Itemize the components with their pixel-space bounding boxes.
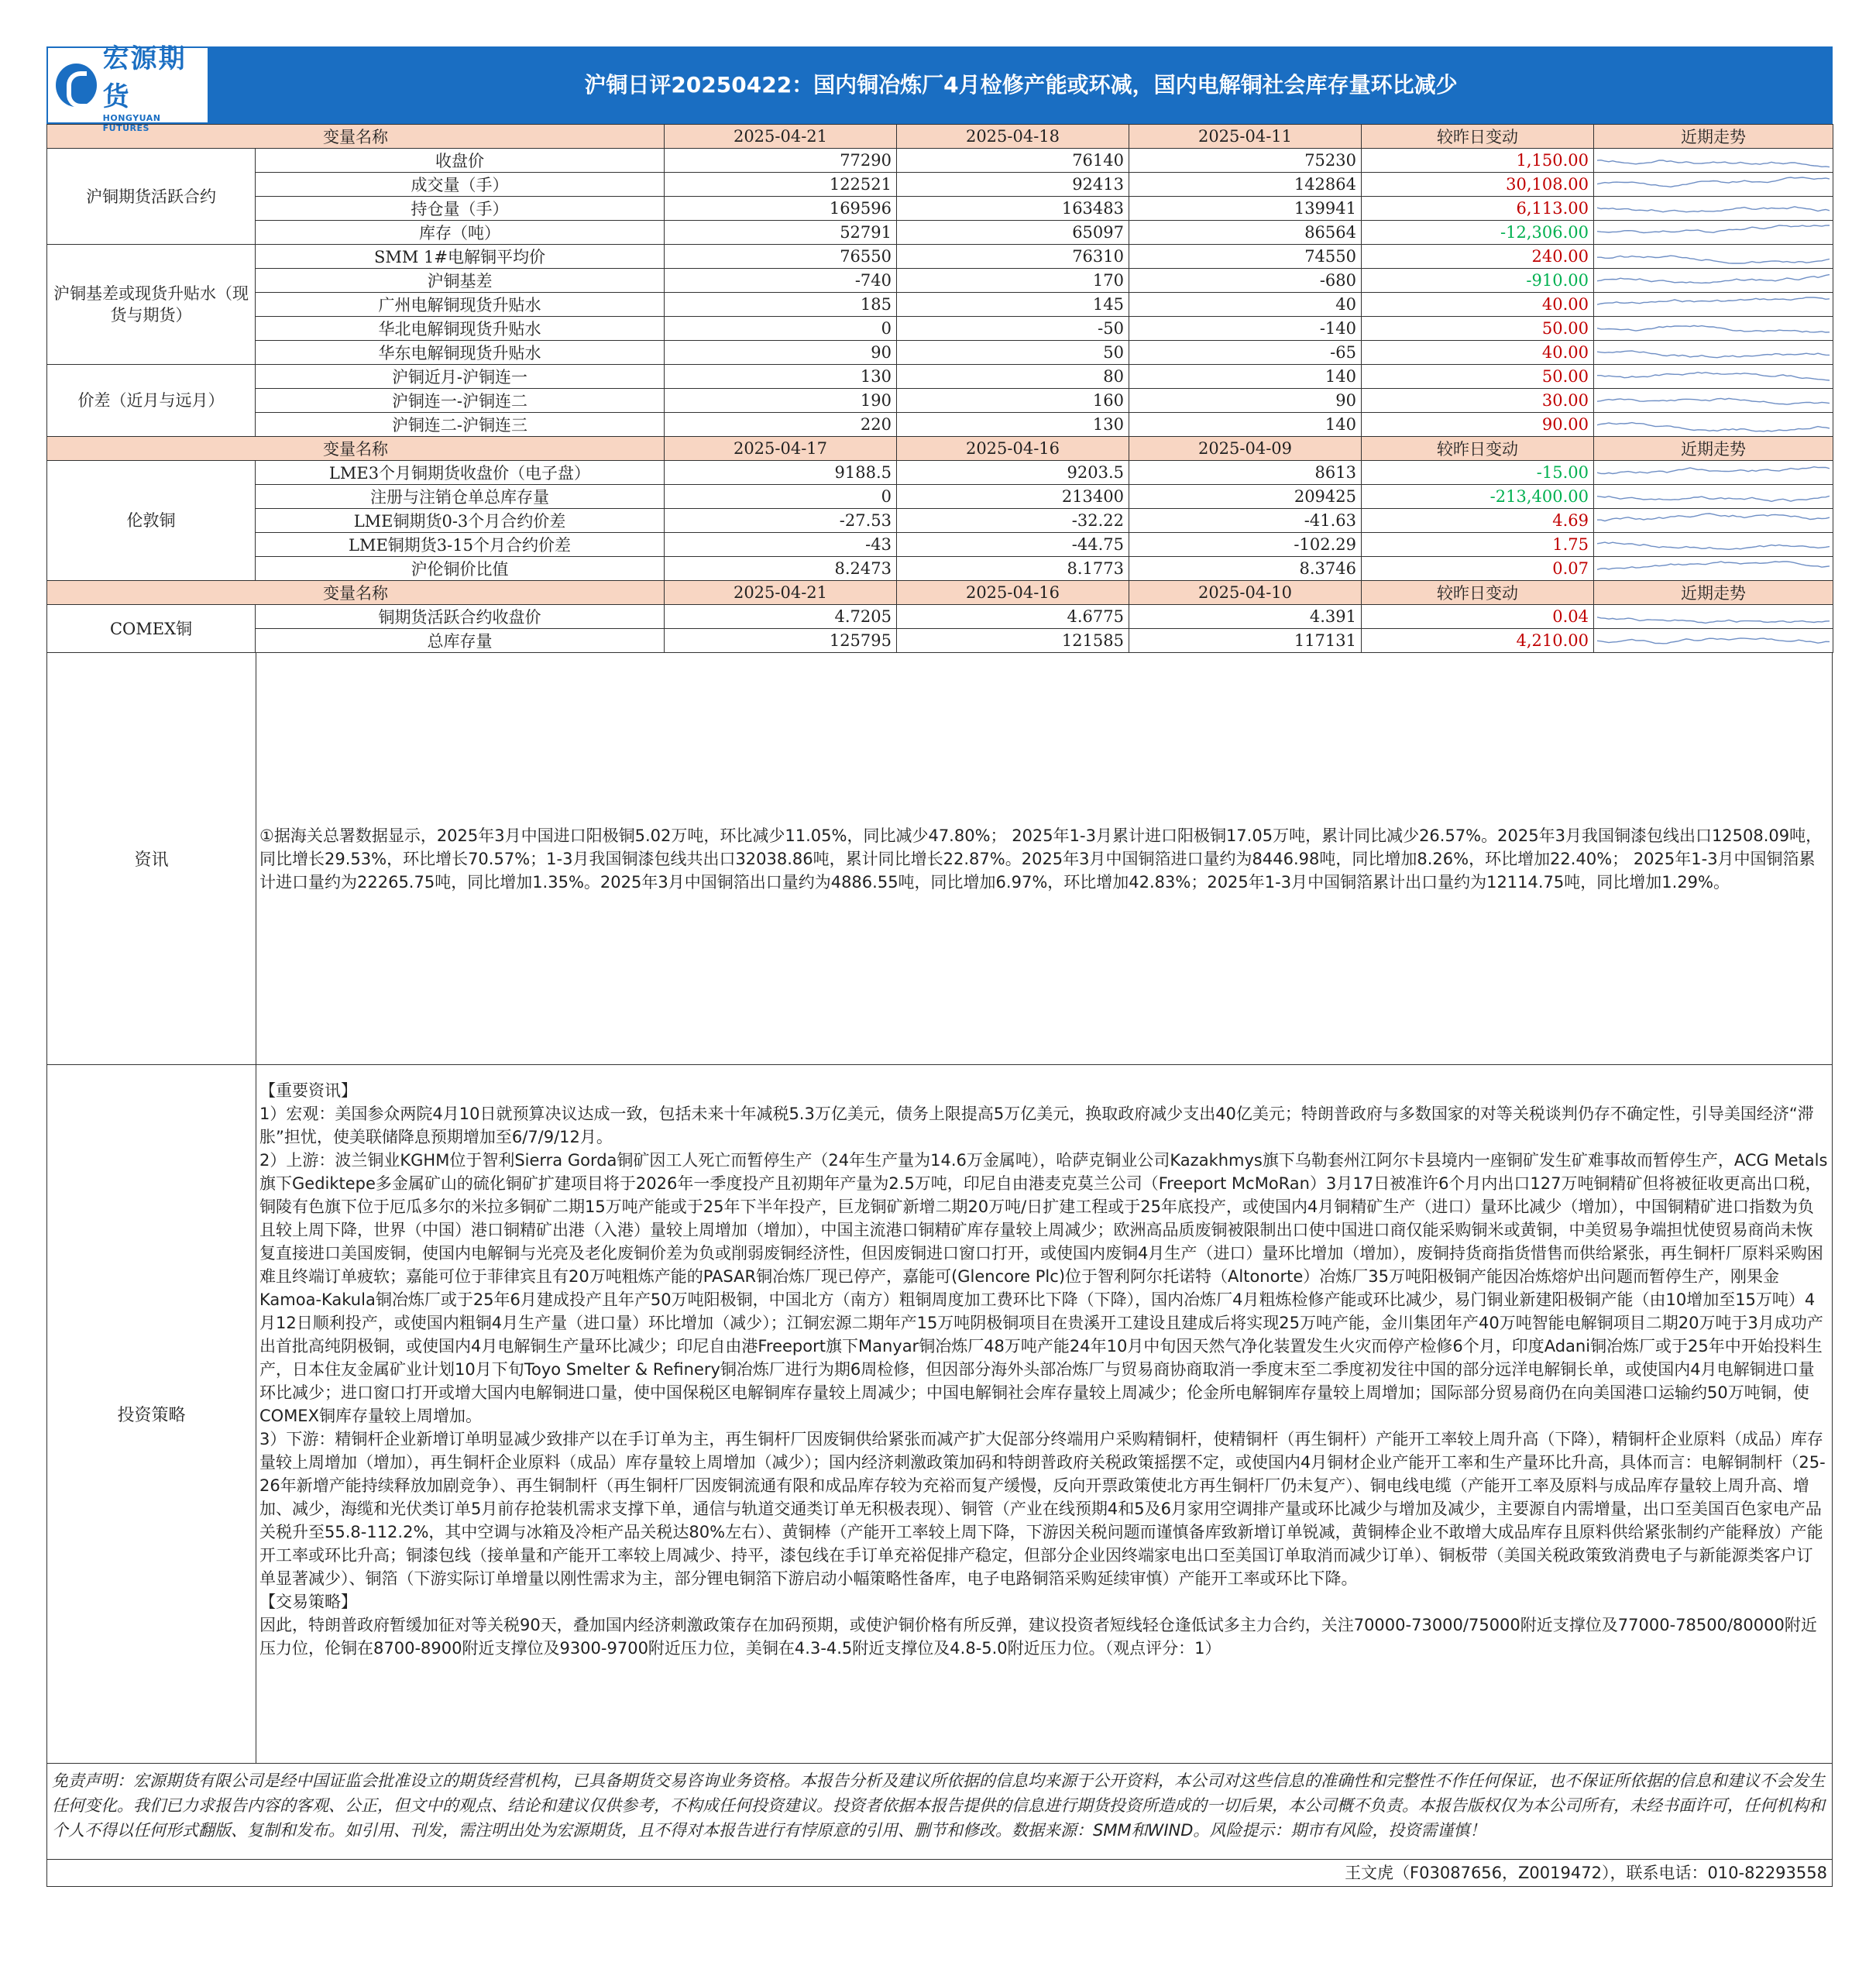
value-date3: 4.391 (1129, 605, 1362, 629)
change-value: 4.69 (1362, 509, 1594, 533)
value-date2: 92413 (897, 173, 1129, 197)
value-date1: 0 (665, 485, 897, 509)
news-label: 资讯 (47, 653, 256, 1064)
data-table (46, 124, 1833, 653)
analyst-contact: 王文虎（F03087656，Z0019472），联系电话：010-82293558 (46, 1860, 1833, 1887)
logo-en-text: HONGYUAN FUTURES (102, 113, 161, 133)
strategy-section (46, 1065, 1833, 1764)
group-label: 伦敦铜 (47, 461, 256, 581)
change-value: 1,150.00 (1362, 149, 1594, 173)
strategy-paragraph: 【重要资讯】 (259, 1081, 357, 1100)
change-value: 30,108.00 (1362, 173, 1594, 197)
variable-name: 沪伦铜价比值 (256, 557, 665, 581)
col-header-change: 较昨日变动 (1362, 581, 1594, 605)
trend-sparkline (1597, 510, 1830, 531)
col-header-change: 较昨日变动 (1362, 125, 1594, 149)
table-row (47, 245, 1833, 269)
col-header-date3: 2025-04-10 (1129, 581, 1362, 605)
trend-line (1597, 638, 1830, 644)
col-header-date2: 2025-04-16 (897, 581, 1129, 605)
trend-sparkline (1597, 174, 1830, 194)
change-value: 40.00 (1362, 341, 1594, 365)
trend-line (1597, 225, 1830, 233)
value-date1: 76550 (665, 245, 897, 269)
table-row (47, 149, 1833, 173)
value-date3: -140 (1129, 317, 1362, 341)
value-date1: 169596 (665, 197, 897, 221)
group-label: COMEX铜 (47, 605, 256, 653)
change-value: 1.75 (1362, 533, 1594, 557)
value-date3: 140 (1129, 365, 1362, 389)
group-label: 沪铜期货活跃合约 (47, 149, 256, 245)
table-row (47, 557, 1833, 581)
trend-cell (1594, 389, 1833, 413)
trend-sparkline (1597, 366, 1830, 387)
value-date3: 139941 (1129, 197, 1362, 221)
trend-sparkline (1597, 246, 1830, 266)
value-date1: 190 (665, 389, 897, 413)
value-date2: 9203.5 (897, 461, 1129, 485)
value-date2: 80 (897, 365, 1129, 389)
change-value: 90.00 (1362, 413, 1594, 437)
trend-sparkline (1597, 342, 1830, 363)
value-date2: 4.6775 (897, 605, 1129, 629)
value-date1: -27.53 (665, 509, 897, 533)
value-date3: -65 (1129, 341, 1362, 365)
variable-name: 华北电解铜现货升贴水 (256, 317, 665, 341)
news-text: ①据海关总署数据显示，2025年3月中国进口阳极铜5.02万吨，环比减少11.05%，同比减少47.80%； 2025年1-3月累计进口阳极铜17.05万吨，累计同比减少26.57%。2025年3月我国铜漆包线出口12508.09吨，同比增长29.53%，环比增长70.57%；1-3月我国铜漆包线共出口32038.86吨，累计同比增长22.87%。2025年3月中国铜箔进口量约为8446.98吨，同比增加8.26%，环比增加22.40%； 2025年1-3月中国铜箔累计进口量约为22265.75吨，同比增加1.35%。2025年3月中国铜箔出口量约为4886.55吨，同比增加6.97%，环比增加42.83%；2025年1-3月中国铜箔累计出口量约为12114.75吨，同比增加1.29%。 (259, 826, 1823, 892)
trend-line (1597, 562, 1830, 569)
logo-cn-text: 宏源期货 (102, 43, 187, 112)
value-date1: 125795 (665, 629, 897, 653)
strategy-paragraph: 2）上游：波兰铜业KGHM位于智利Sierra Gorda铜矿因工人死亡而暂停生产（24年生产量为14.6万金属吨），哈萨克铜业公司Kazakhmys旗下乌勒套州江阿尔卡县境内一座铜矿发生矿难事故而暂停生产，ACG Metals旗下Gediktepe多金属矿山的硫化铜矿扩建项目将于2026年一季度投产且初期年产量为2.5万吨，印尼自由港麦克莫兰公司（Freeport McMoRan）3月17日被准许6个月内出口127万吨铜精矿但将被征收更高出口税，铜陵有色旗下位于厄瓜多尔的米拉多铜矿二期15万吨产能或于25年下半年投产，巨龙铜矿新增二期20万吨/日扩建工程或于25年底投产，或使国内4月铜精矿生产（进口）量环比减少（增加），中国铜精矿进口指数为负且较上周下降，世界（中国）港口铜精矿出港（入港）量较上周增加（增加），中国主流港口铜精矿库存量较上周减少；欧洲高品质废铜被限制出口使中国进口商仅能采购铜米或黄铜，中美贸易争端担忧使贸易商尚未恢复直接进口美国废铜，使国内电解铜与光亮及老化废铜价差为负或削弱废铜经济性，但因废铜进口窗口打开，或使国内废铜4月生产（进口）量环比增加（增加），废铜持货商指货惜售而供给紧张，再生铜杆厂原料采购困难且终端订单疲软；嘉能可位于菲律宾且有20万吨粗炼产能的PASAR铜冶炼厂现已停产，嘉能可(Glencore Plc)位于智利阿尔托诺特（Altonorte）冶炼厂35万吨阳极铜产能因冶炼熔炉出问题而暂停生产，刚果金Kamoa-Kakula铜冶炼厂或于25年6月建成投产且年产50万吨阳极铜，中国北方（南方）粗铜周度加工费环比下降（下降），国内冶炼厂4月粗炼检修产能或环比减少，易门铜业新建阳极铜产能（由10增加至15万吨）4月12日顺利投产，或使国内粗铜4月生产量（进口量）环比增加（减少）；江铜宏源二期年产15万吨阴极铜项目在贵溪开工建设且建成后将实现25万吨产能，金川集团年产40万吨智能电解铜项目二期20万吨于3月成功产出首批高纯阴极铜，或使国内4月电解铜生产量环比减少；印尼自由港Freeport旗下Manyar铜冶炼厂48万吨产能24年10月中旬因天然气净化装置发生火灾而停产检修6个月，印度Adani铜冶炼厂或于25年中开始投料生产，日本住友金属矿业计划10月下旬Toyo Smelter & Refinery铜冶炼厂进行为期6周检修，但因部分海外头部冶炼厂与贸易商协商取消一季度末至二季度初发往中国的部分远洋电解铜长单，或使国内4月电解铜进口量环比减少；进口窗口打开或增大国内电解铜进口量，使中国保税区电解铜库存量较上周减少；中国电解铜社会库存量较上周减少；伦金所电解铜库存量较上周增加；国际部分贸易商仍在向美国港口运输约50万吨铜，使COMEX铜库存量较上周增加。 (259, 1151, 1828, 1425)
trend-line (1597, 514, 1830, 521)
table-row (47, 605, 1833, 629)
value-date2: 76140 (897, 149, 1129, 173)
value-date3: 86564 (1129, 221, 1362, 245)
variable-name: 铜期货活跃合约收盘价 (256, 605, 665, 629)
variable-name: 收盘价 (256, 149, 665, 173)
strategy-paragraph: 因此，特朗普政府暂缓加征对等关税90天，叠加国内经济刺激政策存在加码预期，或使沪铜价格有所反弹，建议投资者短线轻仓逢低试多主力合约，关注70000-73000/75000附近支撑位及77000-78500/80000附近压力位，伦铜在8700-8900附近支撑位及9300-9700附近压力位，美铜在4.3-4.5附近支撑位及4.8-5.0附近压力位。（观点评分：1） (259, 1616, 1817, 1658)
change-value: 240.00 (1362, 245, 1594, 269)
trend-cell (1594, 413, 1833, 437)
trend-sparkline (1597, 414, 1830, 435)
trend-cell (1594, 605, 1833, 629)
value-date1: 9188.5 (665, 461, 897, 485)
col-header-date1: 2025-04-21 (665, 125, 897, 149)
logo-mark-icon (56, 64, 97, 107)
trend-sparkline (1597, 222, 1830, 242)
value-date2: 160 (897, 389, 1129, 413)
trend-line (1597, 398, 1830, 404)
disclaimer: 免责声明：宏源期货有限公司是经中国证监会批准设立的期货经营机构，已具备期货交易咨询业务资格。本报告分析及建议所依据的信息均来源于公开资料，本公司对这些信息的准确性和完整性不作任何保证，也不保证所依据的信息和建议不会发生任何变化。我们已力求报告内容的客观、公正，但文中的观点、结论和建议仅供参考，不构成任何投资建议。投资者依据本报告提供的信息进行期货投资所造成的一切后果，本公司概不负责。本报告版权仅为本公司所有，未经书面许可，任何机构和个人不得以任何形式翻版、复制和发布。如引用、刊发，需注明出处为宏源期货，且不得对本报告进行有悖原意的引用、删节和修改。数据来源：SMM和WIND。风险提示：期市有风险，投资需谨慎！ (46, 1764, 1833, 1860)
col-header-date3: 2025-04-09 (1129, 437, 1362, 461)
value-date1: 52791 (665, 221, 897, 245)
trend-line (1597, 351, 1830, 358)
change-value: -12,306.00 (1362, 221, 1594, 245)
strategy-paragraph: 1）宏观：美国参众两院4月10日就预算决议达成一致，包括未来十年减税5.3万亿美元，债务上限提高5万亿美元，换取政府减少支出40亿美元；特朗普政府与多数国家的对等关税谈判仍存不确定性，引导美国经济“滞胀”担忧，使美联储降息预期增加至6/7/9/12月。 (259, 1105, 1814, 1146)
variable-name: 总库存量 (256, 629, 665, 653)
value-date1: 8.2473 (665, 557, 897, 581)
report-title: 沪铜日评20250422：国内铜冶炼厂4月检修产能或环减，国内电解铜社会库存量环比减少 (584, 72, 1458, 98)
trend-sparkline (1597, 390, 1830, 411)
change-value: 4,210.00 (1362, 629, 1594, 653)
trend-line (1597, 207, 1830, 212)
value-date1: -43 (665, 533, 897, 557)
strategy-label: 投资策略 (47, 1065, 256, 1763)
change-value: 0.07 (1362, 557, 1594, 581)
col-header-change: 较昨日变动 (1362, 437, 1594, 461)
value-date1: 90 (665, 341, 897, 365)
trend-line (1597, 177, 1830, 187)
value-date2: 145 (897, 293, 1129, 317)
value-date3: 8613 (1129, 461, 1362, 485)
variable-name: LME铜期货0-3个月合约价差 (256, 509, 665, 533)
trend-cell (1594, 245, 1833, 269)
trend-sparkline (1597, 558, 1830, 579)
table-row (47, 389, 1833, 413)
group-label: 价差（近月与远月） (47, 365, 256, 437)
value-date2: 130 (897, 413, 1129, 437)
trend-cell (1594, 509, 1833, 533)
value-date3: 140 (1129, 413, 1362, 437)
report-page (46, 43, 1833, 1887)
table-row (47, 173, 1833, 197)
trend-cell (1594, 557, 1833, 581)
value-date2: 163483 (897, 197, 1129, 221)
variable-name: 库存（吨） (256, 221, 665, 245)
group-label: 沪铜基差或现货升贴水（现货与期货） (47, 245, 256, 365)
trend-sparkline (1597, 631, 1830, 651)
strategy-paragraph: 【交易策略】 (259, 1593, 357, 1611)
report-header (46, 43, 1833, 133)
variable-name: 沪铜基差 (256, 269, 665, 293)
table-row (47, 293, 1833, 317)
value-date2: 121585 (897, 629, 1129, 653)
variable-name: LME铜期货3-15个月合约价差 (256, 533, 665, 557)
value-date2: -32.22 (897, 509, 1129, 533)
trend-sparkline (1597, 270, 1830, 290)
variable-name: SMM 1#电解铜平均价 (256, 245, 665, 269)
table-row (47, 365, 1833, 389)
col-header-date2: 2025-04-16 (897, 437, 1129, 461)
variable-name: 广州电解铜现货升贴水 (256, 293, 665, 317)
trend-cell (1594, 485, 1833, 509)
value-date3: 142864 (1129, 173, 1362, 197)
table-row (47, 221, 1833, 245)
value-date2: 65097 (897, 221, 1129, 245)
trend-line (1597, 467, 1830, 474)
col-header-trend: 近期走势 (1594, 125, 1833, 149)
trend-line (1597, 275, 1830, 283)
table-row (47, 509, 1833, 533)
strategy-paragraph: 3）下游：精铜杆企业新增订单明显减少致排产以在手订单为主，再生铜杆厂因废铜供给紧张而减产扩大促部分终端用户采购精铜杆，使精铜杆（再生铜杆）产能开工率较上周升高（下降），精铜杆企业原料（成品）库存量较上周增加（增加），再生铜杆企业原料（成品）库存量较上周增加（减少）；国内经济刺激政策加码和特朗普政府关税政策摇摆不定，或使国内4月铜材企业产能开工率和生产量环比升高，具体而言：电解铜制杆（25-26年新增产能持续释放加剧竞争）、再生铜制杆（再生铜杆厂因废铜流通有限和成品库存较为充裕而复产缓慢，反向开票政策使北方再生铜杆厂仍未复产）、铜电线电缆（产能开工率及原料与成品库存量较上周升高、增加、减少，海缆和光伏类订单5月前存抢装机需求支撑下单，通信与轨道交通类订单无积极表现）、铜管（产业在线预期4和5及6月家用空调排产量或环比减少与增加及减少，主要源自内需增量，出口至美国百色家电产品关税升至55.8-112.2%，其中空调与冰箱及冷柜产品关税达80%左右）、黄铜棒（产能开工率较上周下降，下游因关税问题而谨慎备库致新增订单锐减，黄铜棒企业不敢增大成品库存且原料供给紧张制约产能释放）产能开工率或环比升高；铜漆包线（接单量和产能开工率较上周减少、持平，漆包线在手订单充裕促排产稳定，但部分企业因终端家电出口至美国订单取消而减少订单）、铜板带（美国关税政策致消费电子与新能源类客户订单显著减少）、铜箔（下游实际订单增量以刚性需求为主，部分锂电铜箔下游启动小幅策略性备库，电子电路铜箔采购延续审慎）产能开工率或环比下降。 (259, 1430, 1826, 1588)
table-header-row (47, 125, 1833, 149)
trend-line (1597, 496, 1830, 501)
value-date2: 50 (897, 341, 1129, 365)
value-date1: 130 (665, 365, 897, 389)
value-date3: -680 (1129, 269, 1362, 293)
table-row (47, 413, 1833, 437)
value-date3: 75230 (1129, 149, 1362, 173)
trend-cell (1594, 173, 1833, 197)
value-date2: 8.1773 (897, 557, 1129, 581)
change-value: 0.04 (1362, 605, 1594, 629)
trend-sparkline (1597, 486, 1830, 507)
value-date3: 40 (1129, 293, 1362, 317)
col-header-variable: 变量名称 (47, 437, 665, 461)
trend-line (1597, 542, 1830, 549)
value-date1: 0 (665, 317, 897, 341)
table-row (47, 485, 1833, 509)
trend-line (1597, 160, 1830, 167)
variable-name: 注册与注销仓单总库存量 (256, 485, 665, 509)
change-value: 6,113.00 (1362, 197, 1594, 221)
trend-cell (1594, 317, 1833, 341)
value-date3: -102.29 (1129, 533, 1362, 557)
trend-cell (1594, 341, 1833, 365)
trend-cell (1594, 461, 1833, 485)
change-value: -213,400.00 (1362, 485, 1594, 509)
trend-sparkline (1597, 534, 1830, 555)
col-header-date2: 2025-04-18 (897, 125, 1129, 149)
col-header-variable: 变量名称 (47, 581, 665, 605)
trend-cell (1594, 293, 1833, 317)
variable-name: 华东电解铜现货升贴水 (256, 341, 665, 365)
variable-name: LME3个月铜期货收盘价（电子盘） (256, 461, 665, 485)
strategy-body (256, 1065, 1832, 1763)
value-date3: 8.3746 (1129, 557, 1362, 581)
trend-cell (1594, 221, 1833, 245)
news-section (46, 653, 1833, 1065)
value-date1: 185 (665, 293, 897, 317)
trend-cell (1594, 197, 1833, 221)
change-value: 50.00 (1362, 365, 1594, 389)
variable-name: 沪铜连二-沪铜连三 (256, 413, 665, 437)
trend-cell (1594, 149, 1833, 173)
trend-sparkline (1597, 462, 1830, 483)
trend-line (1597, 297, 1830, 304)
company-logo (46, 43, 209, 133)
trend-cell (1594, 629, 1833, 653)
value-date2: -50 (897, 317, 1129, 341)
col-header-date1: 2025-04-17 (665, 437, 897, 461)
value-date3: 90 (1129, 389, 1362, 413)
table-row (47, 269, 1833, 293)
trend-sparkline (1597, 294, 1830, 314)
col-header-trend: 近期走势 (1594, 437, 1833, 461)
change-value: 40.00 (1362, 293, 1594, 317)
value-date3: -41.63 (1129, 509, 1362, 533)
table-row (47, 533, 1833, 557)
col-header-date3: 2025-04-11 (1129, 125, 1362, 149)
value-date1: 220 (665, 413, 897, 437)
variable-name: 沪铜近月-沪铜连一 (256, 365, 665, 389)
trend-sparkline (1597, 150, 1830, 170)
trend-sparkline (1597, 318, 1830, 338)
table-header-row (47, 581, 1833, 605)
value-date1: 77290 (665, 149, 897, 173)
trend-sparkline (1597, 198, 1830, 218)
table-row (47, 317, 1833, 341)
table-row (47, 197, 1833, 221)
trend-line (1597, 617, 1830, 624)
variable-name: 沪铜连一-沪铜连二 (256, 389, 665, 413)
table-row (47, 629, 1833, 653)
change-value: 30.00 (1362, 389, 1594, 413)
variable-name: 成交量（手） (256, 173, 665, 197)
value-date2: 76310 (897, 245, 1129, 269)
variable-name: 持仓量（手） (256, 197, 665, 221)
trend-line (1597, 256, 1830, 263)
value-date3: 74550 (1129, 245, 1362, 269)
value-date3: 209425 (1129, 485, 1362, 509)
value-date1: -740 (665, 269, 897, 293)
value-date1: 4.7205 (665, 605, 897, 629)
table-header-row (47, 437, 1833, 461)
col-header-trend: 近期走势 (1594, 581, 1833, 605)
value-date1: 122521 (665, 173, 897, 197)
value-date2: -44.75 (897, 533, 1129, 557)
table-row (47, 341, 1833, 365)
trend-cell (1594, 365, 1833, 389)
col-header-date1: 2025-04-21 (665, 581, 897, 605)
trend-line (1597, 423, 1830, 431)
change-value: 50.00 (1362, 317, 1594, 341)
trend-cell (1594, 269, 1833, 293)
change-value: -910.00 (1362, 269, 1594, 293)
value-date3: 117131 (1129, 629, 1362, 653)
trend-cell (1594, 533, 1833, 557)
table-row (47, 461, 1833, 485)
col-header-variable: 变量名称 (47, 125, 665, 149)
value-date2: 170 (897, 269, 1129, 293)
value-date2: 213400 (897, 485, 1129, 509)
trend-line (1597, 325, 1830, 332)
trend-line (1597, 373, 1830, 380)
trend-sparkline (1597, 606, 1830, 627)
change-value: -15.00 (1362, 461, 1594, 485)
